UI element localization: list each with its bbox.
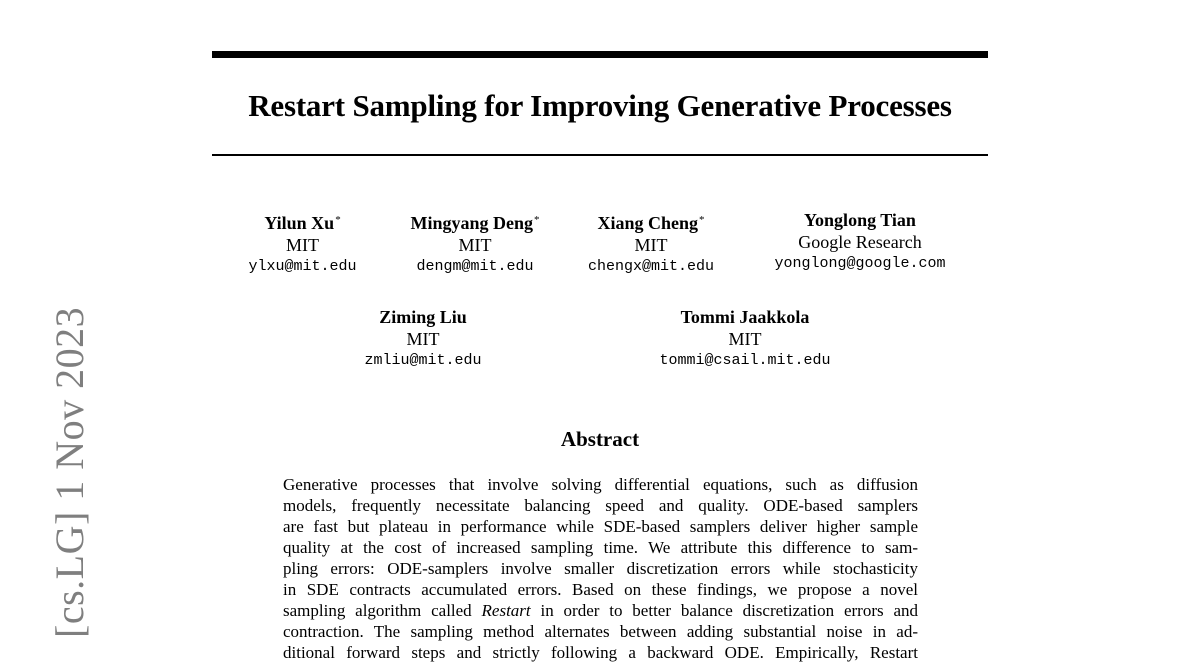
author-affiliation: MIT — [286, 235, 319, 255]
abstract-line: contraction. The sampling method alternates between adding substantial noise in ad- — [283, 622, 918, 641]
author-name: Xiang Cheng* — [597, 213, 705, 233]
arxiv-stamp: [cs.LG] 1 Nov 2023 — [47, 306, 92, 638]
abstract-line: ditional forward steps and strictly following a backward ODE. Empirically, Restart — [283, 643, 918, 662]
author-email[interactable]: tommi@csail.mit.edu — [659, 352, 831, 369]
author-email[interactable]: dengm@mit.edu — [416, 258, 534, 275]
title-rule — [212, 154, 988, 156]
author-email[interactable]: yonglong@google.com — [774, 255, 946, 272]
abstract-line: quality at the cost of increased sampling time. We attribute this difference to sam- — [283, 538, 918, 557]
author-email[interactable]: ylxu@mit.edu — [248, 258, 357, 275]
author-block — [645, 306, 845, 372]
author-affiliation: Google Research — [798, 232, 922, 252]
abstract-line: are fast but plateau in performance while SDE-based samplers deliver higher sample — [283, 517, 918, 536]
abstract-line: sampling algorithm called Restart in order to better balance discretization errors and — [283, 601, 919, 620]
abstract-line: pling errors: ODE-samplers involve smaller discretization errors while stochasticity — [283, 559, 918, 578]
author-block — [576, 209, 726, 278]
author-affiliation: MIT — [406, 329, 440, 349]
abstract-heading: Abstract — [560, 427, 640, 451]
author-block — [240, 209, 365, 278]
author-affiliation: MIT — [728, 329, 762, 349]
author-name: Ziming Liu — [379, 307, 467, 327]
author-email[interactable]: zmliu@mit.edu — [364, 352, 482, 369]
author-block — [400, 209, 550, 278]
restart-term: Restart — [481, 601, 531, 620]
author-email[interactable]: chengx@mit.edu — [587, 258, 715, 275]
paper-title: Restart Sampling for Improving Generative Processes — [248, 88, 952, 123]
top-rule — [212, 51, 988, 58]
author-affiliation: MIT — [634, 235, 668, 255]
author-block — [760, 209, 960, 275]
author-name: Mingyang Deng* — [410, 213, 540, 233]
abstract-line: models, frequently necessitate balancing speed and quality. ODE-based samplers — [283, 496, 918, 515]
author-affiliation: MIT — [458, 235, 492, 255]
author-block — [348, 306, 498, 372]
author-name: Tommi Jaakkola — [680, 307, 810, 327]
author-name: Yonglong Tian — [804, 210, 916, 230]
author-name: Yilun Xu* — [264, 213, 341, 233]
abstract-line: Generative processes that involve solving differential equations, such as diffusion — [283, 475, 918, 494]
abstract-body — [283, 474, 918, 663]
abstract-line: in SDE contracts accumulated errors. Based on these findings, we propose a novel — [283, 580, 918, 599]
